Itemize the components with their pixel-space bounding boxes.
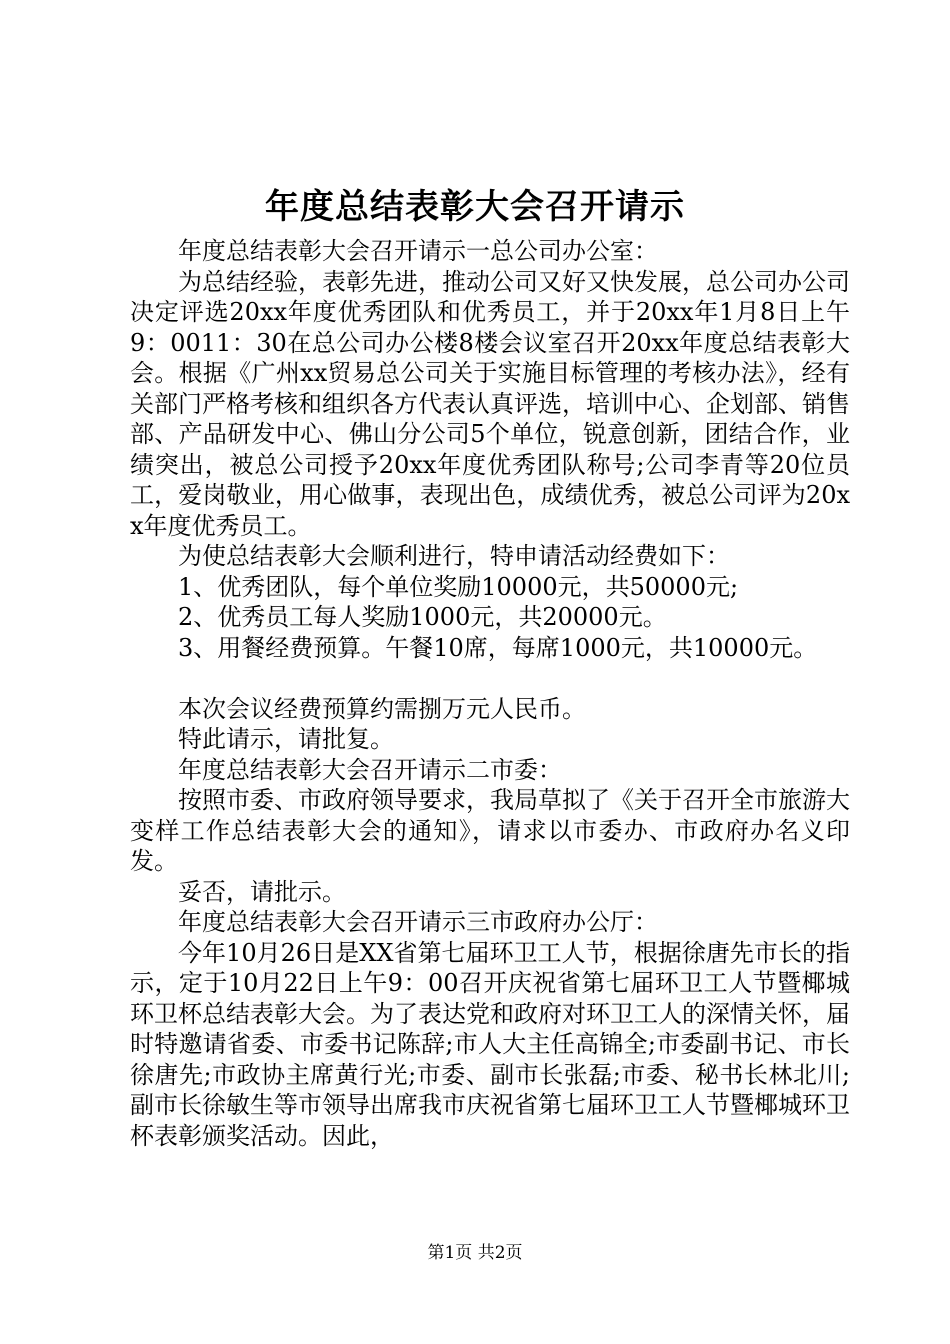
paragraph-item-3: 3、用餐经费预算。午餐10席，每席1000元，共10000元。	[178, 633, 818, 662]
paragraph-recipient-3: 年度总结表彰大会召开请示三市政府办公厅：	[178, 908, 658, 936]
paragraph-recipient-2: 年度总结表彰大会召开请示二市委：	[178, 755, 562, 784]
paragraph-request-3: 今年10月26日是XX省第七届环卫工人节，根据徐唐先市长的指示，定于10月22日上午9：00召开庆祝省第七届环卫工人节暨椰城环卫杯总结表彰大会。为了表达党和政府对环卫工人的深情关怀，届时特邀请省委、市委书记陈辞;市人大主任高锦全;市委副书记、市长徐唐先;市政协主席黄行光;市委、副市长张磊;市委、秘书长林北川;副市长徐敏生等市领导出席我市庆祝省第七届环卫工人节暨椰城环卫杯表彰颁奖活动。因此，	[130, 938, 850, 1150]
paragraph-item-1: 1、优秀团队，每个单位奖励10000元，共50000元;	[178, 572, 739, 601]
paragraph-request-2: 按照市委、市政府领导要求，我局草拟了《关于召开全市旅游大变样工作总结表彰大会的通知》，请求以市委办、市政府办名义印发。	[130, 786, 850, 875]
paragraph-background: 为总结经验，表彰先进，推动公司又好又快发展，总公司办公司决定评选20xx年度优秀团队和优秀员工，并于20xx年1月8日上午9：0011：30在总公司办公楼8楼会议室召开20xx年度总结表彰大会。根据《广州xx贸易总公司关于实施目标管理的考核办法》，经有关部门严格考核和组织各方代表认真评选，培训中心、企划部、销售部、产品研发中心、佛山分公司5个单位，锐意创新，团结合作，业绩突出，被总公司授予20xx年度优秀团队称号;公司李青等20位员工，爱岗敬业，用心做事，表现出色，成绩优秀，被总公司评为20xx年度优秀员工。	[130, 267, 850, 540]
paragraph-recipient-1: 年度总结表彰大会召开请示一总公司办公室：	[178, 237, 658, 265]
paragraph-item-2: 2、优秀员工每人奖励1000元，共20000元。	[178, 603, 667, 631]
document-title: 年度总结表彰大会召开请示	[265, 187, 685, 227]
document-body	[130, 236, 850, 1151]
paragraph-budget-total: 本次会议经费预算约需捌万元人民币。	[178, 694, 586, 723]
paragraph-closing-1: 特此请示，请批复。	[178, 725, 394, 753]
page-footer: 第1页 共2页	[427, 1243, 523, 1263]
paragraph-closing-2: 妥否，请批示。	[178, 877, 346, 906]
paragraph-funding-request: 为使总结表彰大会顺利进行，特申请活动经费如下：	[178, 542, 730, 570]
